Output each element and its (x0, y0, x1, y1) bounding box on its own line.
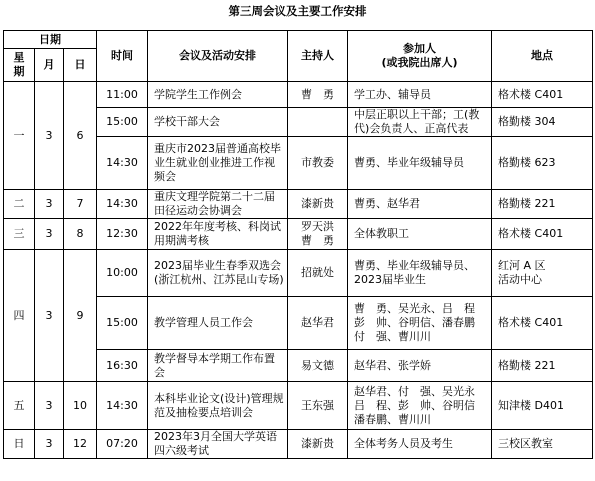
cell-event: 教学管理人员工作会 (148, 297, 288, 350)
cell-weekday: 五 (4, 382, 35, 430)
cell-attendees: 赵华君、张学娇 (348, 350, 492, 382)
cell-month: 3 (35, 190, 64, 219)
cell-attendees: 中层正职以上干部；工(教代)会负责人、正高代表 (348, 108, 492, 137)
cell-weekday: 一 (4, 82, 35, 190)
header-month: 月 (35, 49, 64, 82)
cell-event: 本科毕业论文(设计)管理规范及抽检要点培训会 (148, 382, 288, 430)
cell-location: 格术楼 C401 (492, 297, 593, 350)
header-date: 日期 (4, 31, 97, 49)
cell-event: 重庆文理学院第二十二届田径运动会协调会 (148, 190, 288, 219)
cell-day: 10 (64, 382, 97, 430)
cell-host: 市教委 (288, 137, 348, 190)
cell-time: 10:00 (97, 250, 148, 297)
cell-location: 红河 A 区 活动中心 (492, 250, 593, 297)
cell-host: 赵华君 (288, 297, 348, 350)
cell-location: 格勤楼 221 (492, 190, 593, 219)
cell-host: 王东强 (288, 382, 348, 430)
cell-time: 15:00 (97, 108, 148, 137)
cell-location: 格术楼 C401 (492, 82, 593, 108)
cell-day: 8 (64, 219, 97, 250)
cell-location: 格勤楼 623 (492, 137, 593, 190)
header-host: 主持人 (288, 31, 348, 82)
header-event: 会议及活动安排 (148, 31, 288, 82)
cell-time: 16:30 (97, 350, 148, 382)
header-location: 地点 (492, 31, 593, 82)
header-row (4, 31, 593, 49)
header-time: 时间 (97, 31, 148, 82)
cell-month: 3 (35, 219, 64, 250)
cell-event: 2023届毕业生春季双选会(浙江杭州、江苏昆山专场) (148, 250, 288, 297)
cell-month: 3 (35, 382, 64, 430)
cell-host: 易文德 (288, 350, 348, 382)
cell-time: 14:30 (97, 190, 148, 219)
cell-time: 12:30 (97, 219, 148, 250)
table-row (4, 82, 593, 108)
cell-attendees: 学工办、辅导员 (348, 82, 492, 108)
cell-event: 学院学生工作例会 (148, 82, 288, 108)
table-row (4, 382, 593, 430)
cell-attendees: 曹勇、毕业年级辅导员、2023届毕业生 (348, 250, 492, 297)
cell-time: 14:30 (97, 137, 148, 190)
cell-location: 知津楼 D401 (492, 382, 593, 430)
cell-location: 格勤楼 221 (492, 350, 593, 382)
cell-event: 重庆市2023届普通高校毕业生就业创业推进工作视频会 (148, 137, 288, 190)
header-attendees: 参加人 (或我院出席人) (348, 31, 492, 82)
cell-host: 漆新贵 (288, 190, 348, 219)
cell-time: 14:30 (97, 382, 148, 430)
cell-day: 7 (64, 190, 97, 219)
header-weekday: 星 期 (4, 49, 35, 82)
table-row (4, 430, 593, 459)
cell-weekday: 日 (4, 430, 35, 459)
cell-event: 学校干部大会 (148, 108, 288, 137)
cell-month: 3 (35, 82, 64, 190)
cell-time: 07:20 (97, 430, 148, 459)
cell-attendees: 赵华君、付 强、吴光永 吕 程、彭 帅、谷明信 潘春鹏、曹川川 (348, 382, 492, 430)
cell-weekday: 四 (4, 250, 35, 382)
cell-attendees: 全体教职工 (348, 219, 492, 250)
cell-location: 格术楼 C401 (492, 219, 593, 250)
cell-host: 招就处 (288, 250, 348, 297)
table-row (4, 250, 593, 297)
cell-month: 3 (35, 250, 64, 382)
cell-event: 2022年年度考核、科岗试用期满考核 (148, 219, 288, 250)
cell-weekday: 三 (4, 219, 35, 250)
cell-host: 曹 勇 (288, 82, 348, 108)
table-row (4, 190, 593, 219)
page-title: 第三周会议及主要工作安排 (228, 4, 367, 18)
cell-attendees: 曹勇、赵华君 (348, 190, 492, 219)
cell-host (288, 108, 348, 137)
cell-location: 三校区教室 (492, 430, 593, 459)
cell-time: 11:00 (97, 82, 148, 108)
cell-attendees: 曹勇、毕业年级辅导员 (348, 137, 492, 190)
cell-attendees: 全体考务人员及考生 (348, 430, 492, 459)
cell-time: 15:00 (97, 297, 148, 350)
cell-event: 教学督导本学期工作布置会 (148, 350, 288, 382)
cell-day: 12 (64, 430, 97, 459)
cell-attendees: 曹 勇、吴光永、吕 程 彭 帅、谷明信、潘春鹏 付 强、曹川川 (348, 297, 492, 350)
cell-host: 漆新贵 (288, 430, 348, 459)
cell-location: 格勤楼 304 (492, 108, 593, 137)
cell-month: 3 (35, 430, 64, 459)
cell-event: 2023年3月全国大学英语四六级考试 (148, 430, 288, 459)
schedule-table (3, 30, 593, 459)
cell-host: 罗天洪 曹 勇 (288, 219, 348, 250)
table-row (4, 219, 593, 250)
header-day: 日 (64, 49, 97, 82)
cell-day: 9 (64, 250, 97, 382)
cell-day: 6 (64, 82, 97, 190)
cell-weekday: 二 (4, 190, 35, 219)
